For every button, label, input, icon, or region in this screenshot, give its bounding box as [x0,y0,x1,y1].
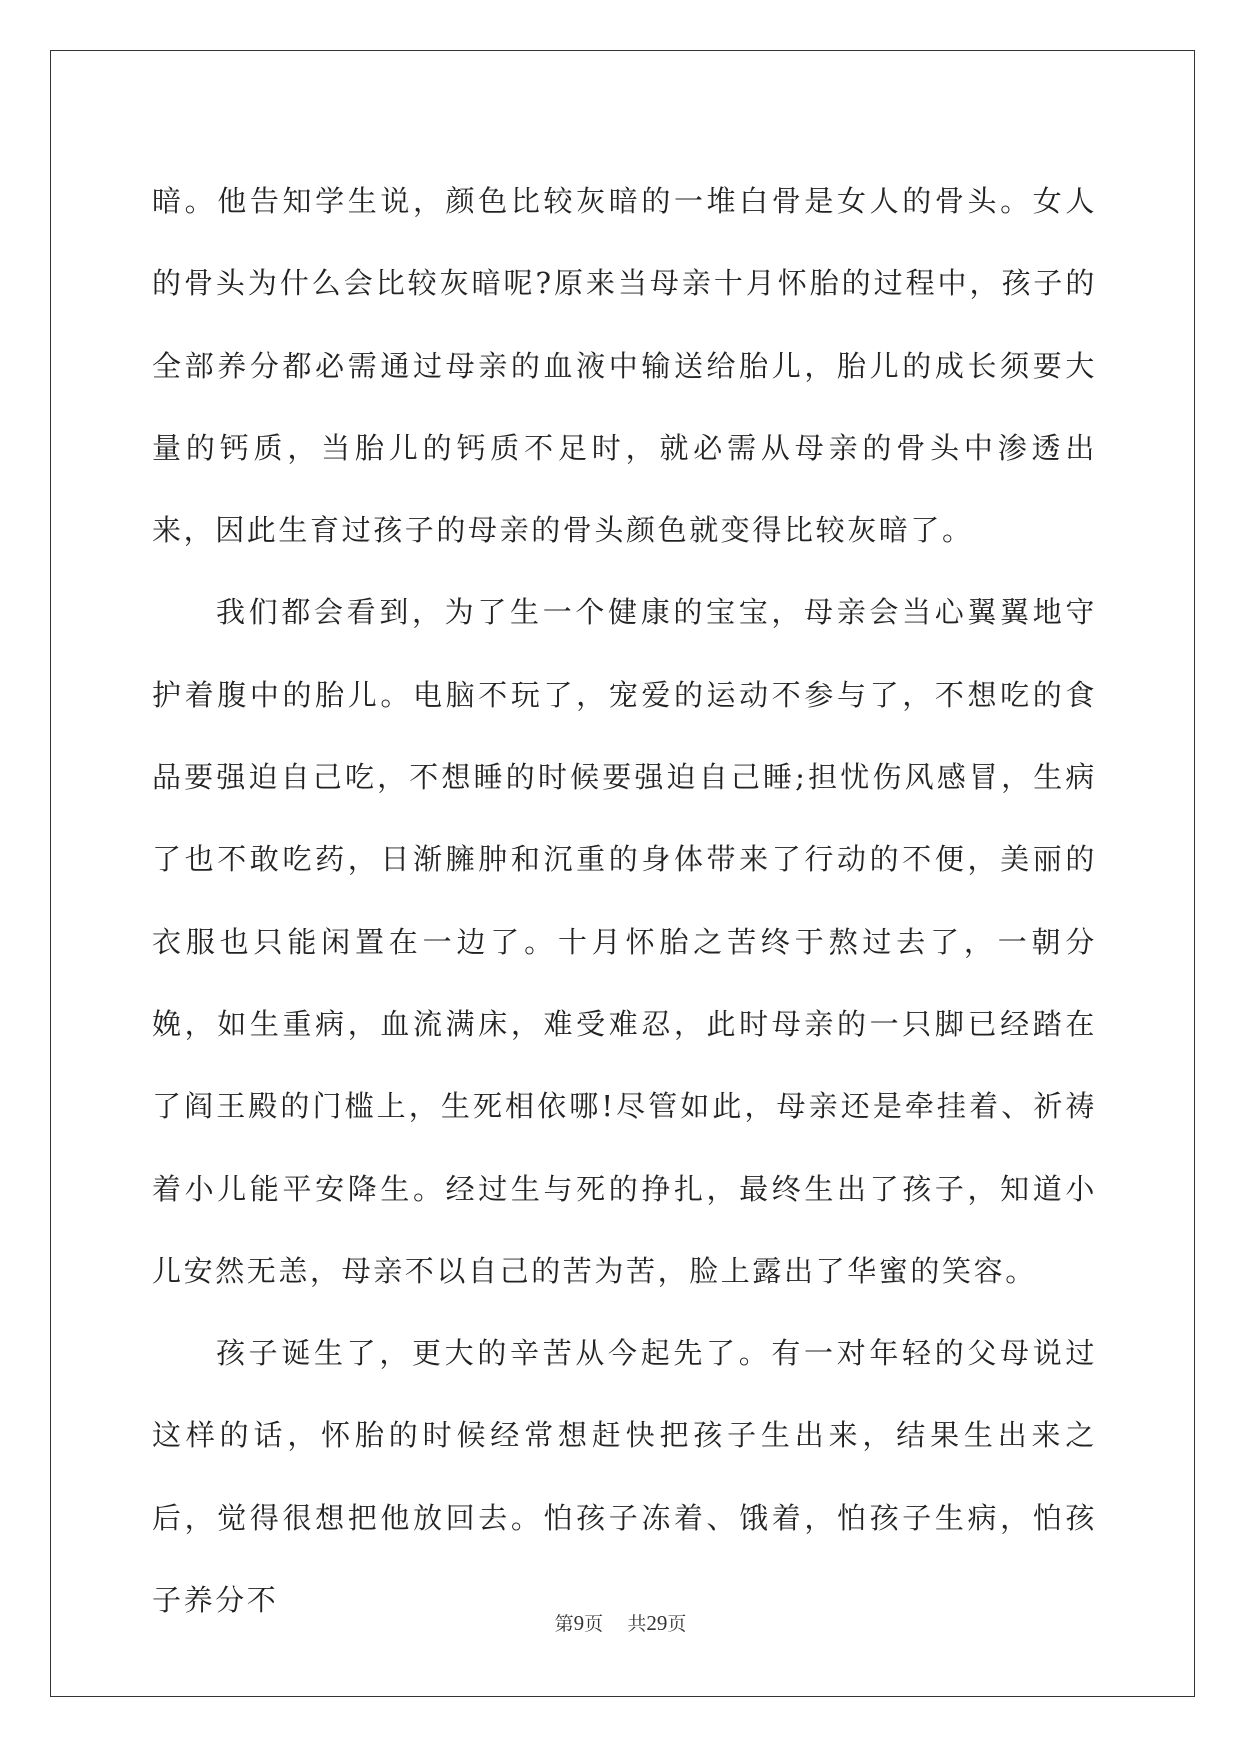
paragraph-1: 暗。他告知学生说，颜色比较灰暗的一堆白骨是女人的骨头。女人的骨头为什么会比较灰暗呢?原来当母亲十月怀胎的过程中，孩子的全部养分都必需通过母亲的血液中输送给胎儿，胎儿的成长须要大量的钙质，当胎儿的钙质不足时，就必需从母亲的骨头中渗透出来，因此生育过孩子的母亲的骨头颜色就变得比较灰暗了。 [152,184,1097,548]
footer-suffix: 页 [667,1613,687,1635]
paragraph-3: 孩子诞生了，更大的辛苦从今起先了。有一对年轻的父母说过这样的话，怀胎的时候经常想赶快把孩子生出来，结果生出来之后，觉得很想把他放回去。怕孩子冻着、饿着，怕孩子生病，怕孩子养分不 [152,1336,1097,1618]
total-pages-number: 29 [646,1611,668,1635]
paragraph-2: 我们都会看到，为了生一个健康的宝宝，母亲会当心翼翼地守护着腹中的胎儿。电脑不玩了，宠爱的运动不参与了，不想吃的食品要强迫自己吃，不想睡的时候要强迫自己睡;担忧伤风感冒，生病了也不敢吃药，日渐臃肿和沉重的身体带来了行动的不便，美丽的衣服也只能闲置在一边了。十月怀胎之苦终于熬过去了，一朝分娩，如生重病，血流满床，难受难忍，此时母亲的一只脚已经踏在了阎王殿的门槛上，生死相依哪!尽管如此，母亲还是牵挂着、祈祷着小儿能平安降生。经过生与死的挣扎，最终生出了孩子，知道小儿安然无恙，母亲不以自己的苦为苦，脸上露出了华蜜的笑容。 [152,595,1097,1288]
document-body [152,160,1097,1641]
footer-mid: 页 共 [584,1613,647,1635]
footer-prefix: 第 [554,1613,574,1635]
page-footer [0,1609,1241,1636]
current-page-number: 9 [573,1611,585,1635]
